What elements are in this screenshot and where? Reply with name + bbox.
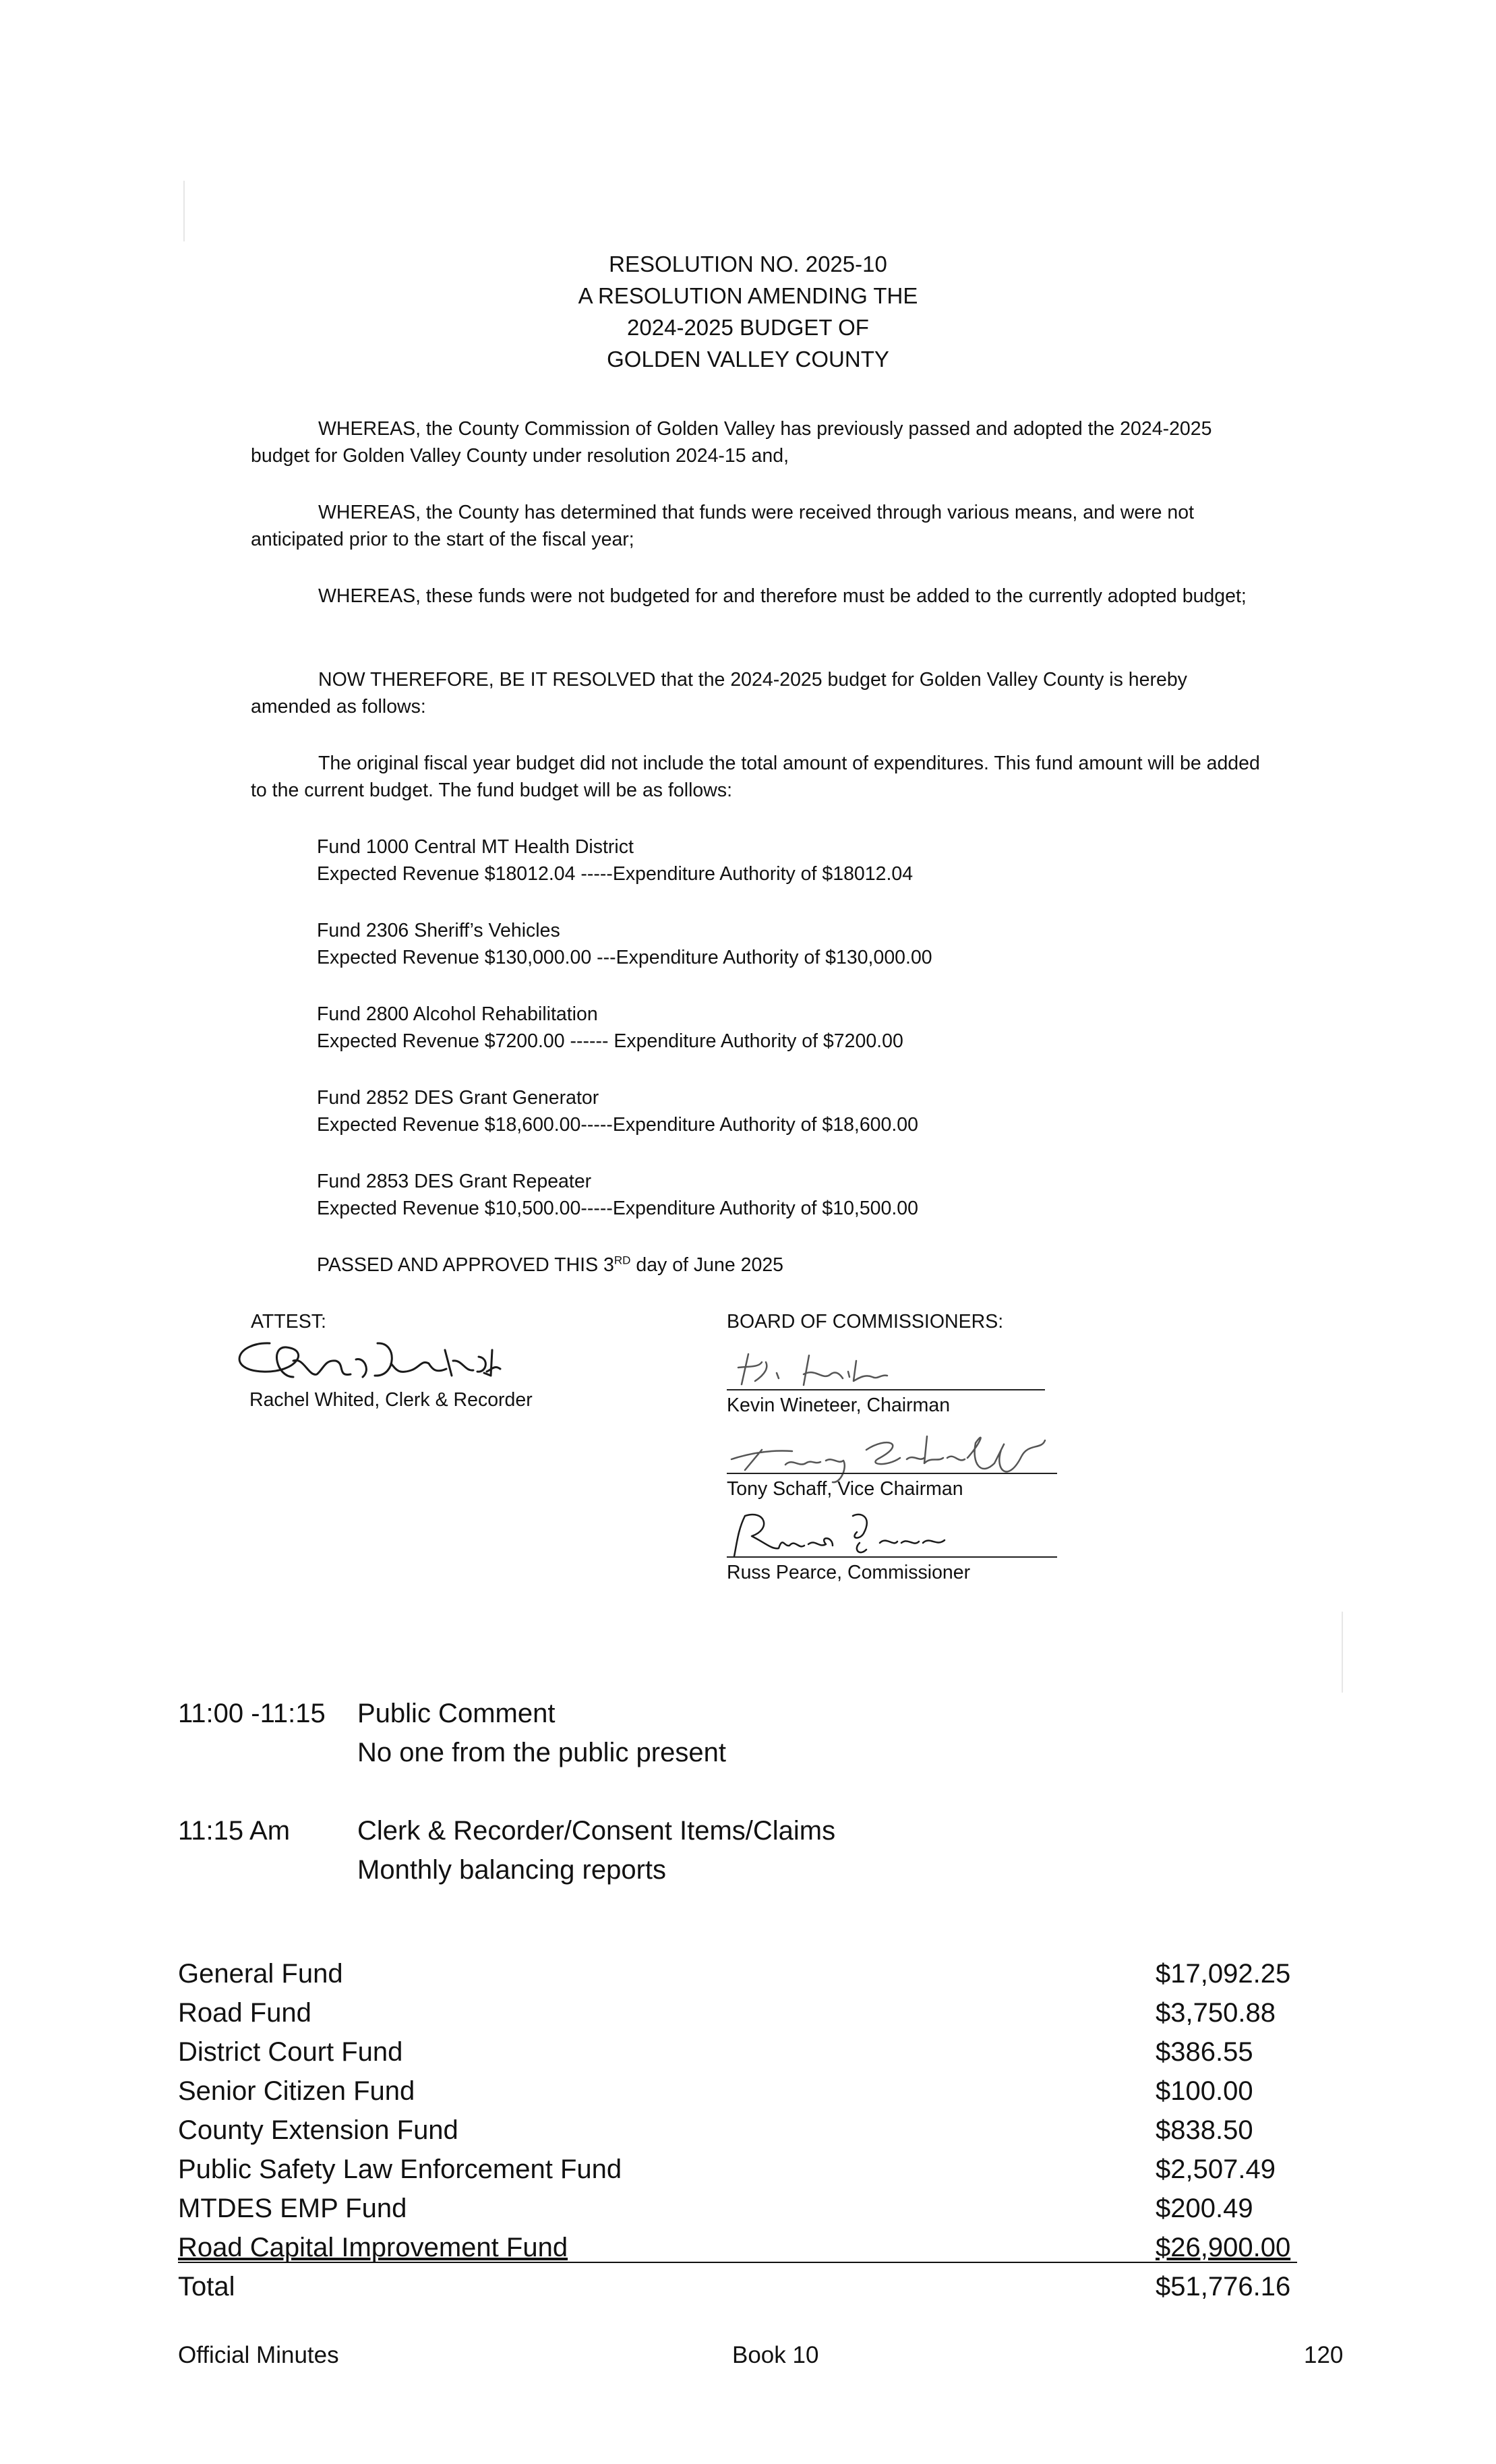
fund-name: Fund 2852 DES Grant Generator <box>317 1087 599 1109</box>
fund-entry <box>317 833 913 887</box>
vice-chairman-signature-line <box>727 1473 1057 1474</box>
agenda-item-title: Public Comment <box>357 1699 556 1728</box>
table-row <box>178 2032 1305 2072</box>
fund-balance-name: Senior Citizen Fund <box>178 2076 415 2106</box>
fund-entry <box>317 1084 918 1138</box>
commissioner-signature <box>725 1509 954 1563</box>
budget-paragraph: The original fiscal year budget did not include the total amount of expenditures. This fund amount will be added to the current budget. The fund budget will be as follows: <box>251 753 1260 801</box>
fund-entry <box>317 917 932 971</box>
fund-detail: Expected Revenue $18,600.00-----Expenditure Authority of $18,600.00 <box>317 1114 919 1136</box>
chairman-name: Kevin Wineteer, Chairman <box>727 1395 951 1416</box>
fund-balance-amount: $3,750.88 <box>1156 1998 1276 2028</box>
resolution-title <box>0 248 1496 375</box>
scan-edge-mark <box>183 181 185 241</box>
fund-name: Fund 2306 Sheriff’s Vehicles <box>317 920 560 941</box>
fund-name: Fund 2853 DES Grant Repeater <box>317 1171 592 1192</box>
fund-name: Fund 2800 Alcohol Rehabilitation <box>317 1003 598 1025</box>
resolution-title-line: 2024-2025 BUDGET OF <box>627 315 869 340</box>
table-row <box>178 2189 1305 2228</box>
agenda-item-title: Clerk & Recorder/Consent Items/Claims <box>357 1816 836 1846</box>
agenda-item <box>357 1811 835 1889</box>
clerk-signature <box>222 1330 546 1390</box>
table-row <box>178 2072 1305 2111</box>
fund-balance-amount: $838.50 <box>1156 2115 1253 2145</box>
fund-balance-amount: $26,900.00 <box>1156 2233 1291 2262</box>
fund-detail: Expected Revenue $130,000.00 ---Expenditure Authority of $130,000.00 <box>317 947 932 968</box>
total-divider <box>178 2262 1297 2263</box>
agenda-time: 11:00 -11:15 <box>178 1699 326 1728</box>
resolution-title-line: A RESOLUTION AMENDING THE <box>578 283 918 308</box>
fund-balance-table <box>178 1954 1305 2306</box>
chairman-signature-line <box>727 1389 1045 1390</box>
fund-detail: Expected Revenue $18012.04 -----Expenditure Authority of $18012.04 <box>317 863 914 885</box>
resolution-title-line: GOLDEN VALLEY COUNTY <box>607 347 889 372</box>
clerk-name: Rachel Whited, Clerk & Recorder <box>249 1389 533 1411</box>
scan-edge-mark <box>1342 1612 1343 1693</box>
footer-left: Official Minutes <box>178 2342 339 2368</box>
whereas-paragraph: WHEREAS, the County Commission of Golden Valley has previously passed and adopted the 2024-2025 budget for Golden Valley County under resolution 2024-15 and, <box>251 418 1212 467</box>
fund-balance-amount: $100.00 <box>1156 2076 1253 2106</box>
fund-balance-name: General Fund <box>178 1959 343 1989</box>
vice-chairman-name: Tony Schaff, Vice Chairman <box>727 1478 963 1500</box>
fund-name: Fund 1000 Central MT Health District <box>317 836 634 858</box>
agenda-item <box>357 1694 726 1772</box>
fund-detail: Expected Revenue $7200.00 ------ Expenditure Authority of $7200.00 <box>317 1030 903 1052</box>
resolved-paragraph: NOW THEREFORE, BE IT RESOLVED that the 2024-2025 budget for Golden Valley County is hereby amended as follows: <box>251 669 1187 717</box>
agenda-item-note: No one from the public present <box>357 1738 726 1767</box>
fund-balance-amount: $2,507.49 <box>1156 2154 1276 2184</box>
commissioner-signature-line <box>727 1556 1057 1558</box>
fund-balance-name: Public Safety Law Enforcement Fund <box>178 2154 622 2184</box>
fund-balance-name: Road Fund <box>178 1998 311 2028</box>
footer-book: Book 10 <box>732 2342 819 2368</box>
fund-detail: Expected Revenue $10,500.00-----Expenditure Authority of $10,500.00 <box>317 1198 919 1219</box>
attest-label: ATTEST: <box>251 1311 326 1332</box>
passed-approved: PASSED AND APPROVED THIS 3RD day of June 2025 <box>317 1254 784 1276</box>
commissioner-name: Russ Pearce, Commissioner <box>727 1562 971 1583</box>
board-label: BOARD OF COMMISSIONERS: <box>727 1311 1004 1332</box>
agenda-time: 11:15 Am <box>178 1816 291 1846</box>
whereas-paragraph: WHEREAS, these funds were not budgeted for and therefore must be added to the currently adopted budget; <box>318 585 1247 607</box>
fund-balance-amount: $386.55 <box>1156 2037 1253 2067</box>
table-row <box>178 2150 1305 2189</box>
resolution-number: RESOLUTION NO. 2025-10 <box>609 252 887 276</box>
table-row <box>178 2111 1305 2150</box>
fund-balance-amount: $200.49 <box>1156 2194 1253 2223</box>
agenda-item-note: Monthly balancing reports <box>357 1855 667 1885</box>
fund-entry <box>317 1168 918 1222</box>
fund-entry <box>317 1001 903 1055</box>
fund-balance-name: MTDES EMP Fund <box>178 2194 407 2223</box>
total-amount: $51,776.16 <box>1156 2272 1291 2301</box>
total-label: Total <box>178 2272 235 2301</box>
chairman-signature <box>728 1347 930 1395</box>
table-row <box>178 1954 1305 1993</box>
fund-balance-name: Road Capital Improvement Fund <box>178 2233 568 2262</box>
total-row <box>178 2267 1305 2306</box>
table-row <box>178 1993 1305 2032</box>
fund-balance-amount: $17,092.25 <box>1156 1959 1291 1989</box>
whereas-paragraph: WHEREAS, the County has determined that funds were received through various means, and were not anticipated prior to the start of the fiscal year; <box>251 502 1195 550</box>
page-number: 120 <box>1304 2342 1344 2368</box>
fund-balance-name: District Court Fund <box>178 2037 403 2067</box>
fund-balance-name: County Extension Fund <box>178 2115 458 2145</box>
